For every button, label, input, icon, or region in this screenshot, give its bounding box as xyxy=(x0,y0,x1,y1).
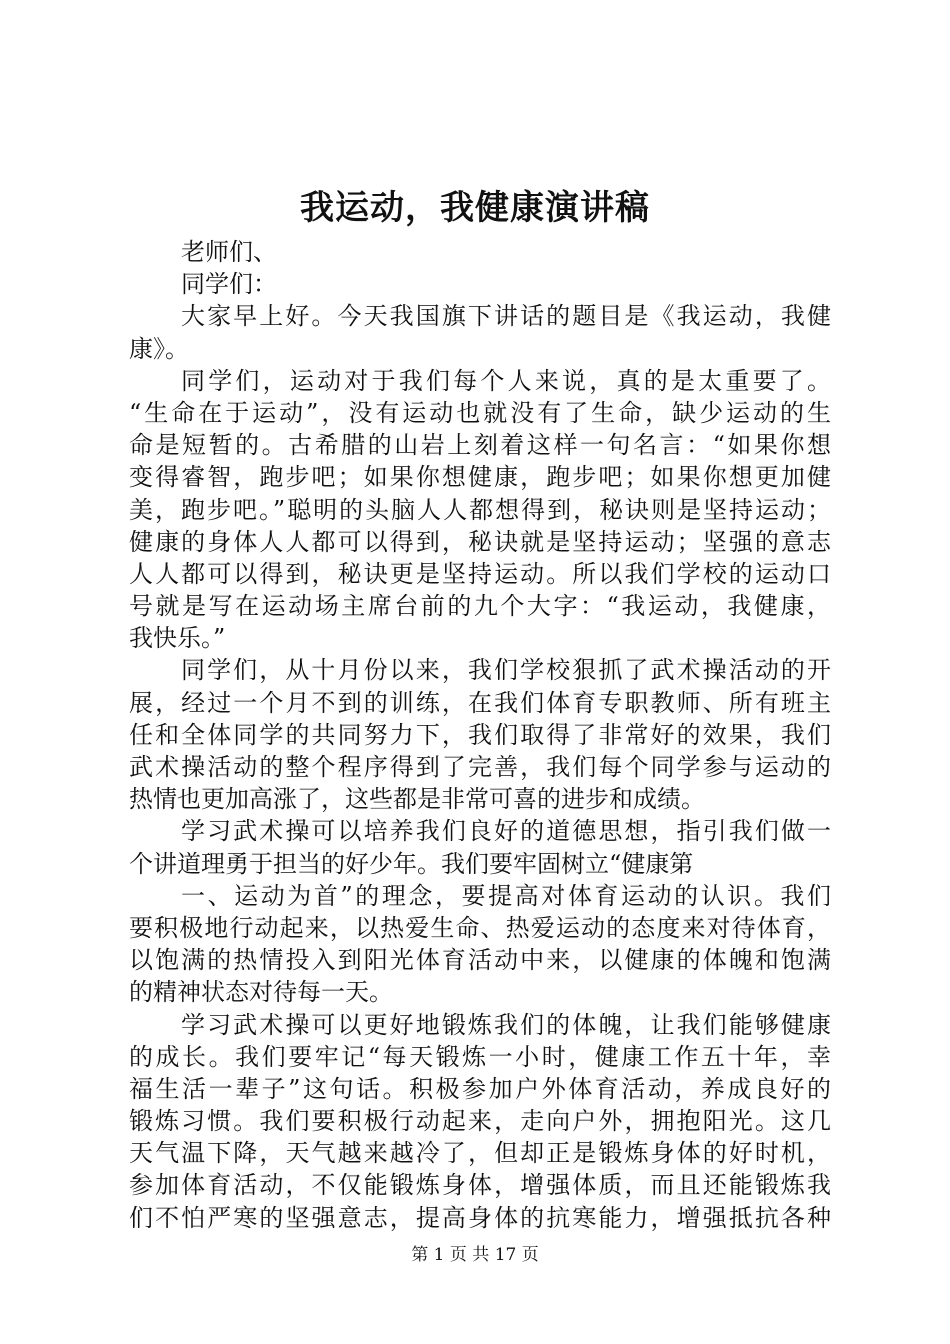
text-line: 个讲道理勇于担当的好少年。我们要牢固树立“健康第 xyxy=(129,849,694,878)
page-footer: 第 1 页 共 17 页 xyxy=(411,1245,539,1265)
text-line: 一、运动为首”的理念，要提高对体育运动的认识。我们 xyxy=(181,881,831,910)
text-line: 康》。 xyxy=(129,334,189,363)
text-line: 热情也更加高涨了，这些都是非常可喜的进步和成绩。 xyxy=(129,785,705,814)
text-line: 锻炼习惯。我们要积极行动起来，走向户外，拥抱阳光。这几 xyxy=(129,1107,831,1136)
text-line: 命是短暂的。古希腊的山岩上刻着这样一句名言：“如果你想 xyxy=(129,431,831,460)
text-line: 人人都可以得到，秘诀更是坚持运动。所以我们学校的运动口 xyxy=(129,559,831,588)
text-line: 同学们，从十月份以来，我们学校狠抓了武术操活动的开 xyxy=(181,656,831,685)
text-line: 我快乐。” xyxy=(129,624,226,653)
text-line: 的精神状态对待每一天。 xyxy=(129,978,393,1007)
text-line: 福生活一辈子”这句话。积极参加户外体育活动，养成良好的 xyxy=(129,1074,831,1103)
text-line: 学习武术操可以培养我们良好的道德思想，指引我们做一 xyxy=(181,817,831,846)
document-title: 我运动，我健康演讲稿 xyxy=(300,188,650,228)
text-line: 任和全体同学的共同努力下，我们取得了非常好的效果，我们 xyxy=(129,720,831,749)
text-line: 的成长。我们要牢记“每天锻炼一小时，健康工作五十年，幸 xyxy=(129,1042,831,1071)
text-line: 号就是写在运动场主席台前的九个大字：“我运动，我健康， xyxy=(129,592,831,621)
text-line: 老师们、 xyxy=(181,238,277,266)
text-line: 以饱满的热情投入到阳光体育活动中来，以健康的体魄和饱满 xyxy=(129,946,831,975)
text-line: 们不怕严寒的坚强意志，提高身体的抗寒能力，增强抵抗各种 xyxy=(129,1203,831,1232)
text-line: 同学们： xyxy=(181,270,277,299)
text-line: 展，经过一个月不到的训练，在我们体育专职教师、所有班主 xyxy=(129,688,831,717)
text-line: 学习武术操可以更好地锻炼我们的体魄，让我们能够健康 xyxy=(181,1010,831,1039)
document-body xyxy=(129,236,831,1234)
text-line: 变得睿智，跑步吧；如果你想健康，跑步吧；如果你想更加健 xyxy=(129,463,831,492)
text-line: 武术操活动的整个程序得到了完善，我们每个同学参与运动的 xyxy=(129,753,831,781)
text-line: “生命在于运动”，没有运动也就没有了生命，缺少运动的生 xyxy=(129,398,831,427)
text-line: 健康的身体人人都可以得到，秘诀就是坚持运动；坚强的意志 xyxy=(129,527,831,556)
text-line: 大家早上好。今天我国旗下讲话的题目是《我运动，我健 xyxy=(181,302,831,331)
text-line: 美，跑步吧。”聪明的头脑人人都想得到，秘诀则是坚持运动； xyxy=(129,495,831,524)
text-line: 要积极地行动起来，以热爱生命、热爱运动的态度来对待体育， xyxy=(129,913,831,942)
text-line: 同学们，运动对于我们每个人来说，真的是太重要了。 xyxy=(181,366,831,395)
text-line: 参加体育活动，不仅能锻炼身体，增强体质，而且还能锻炼我 xyxy=(129,1171,831,1200)
text-line: 天气温下降，天气越来越冷了，但却正是锻炼身体的好时机， xyxy=(129,1139,831,1168)
